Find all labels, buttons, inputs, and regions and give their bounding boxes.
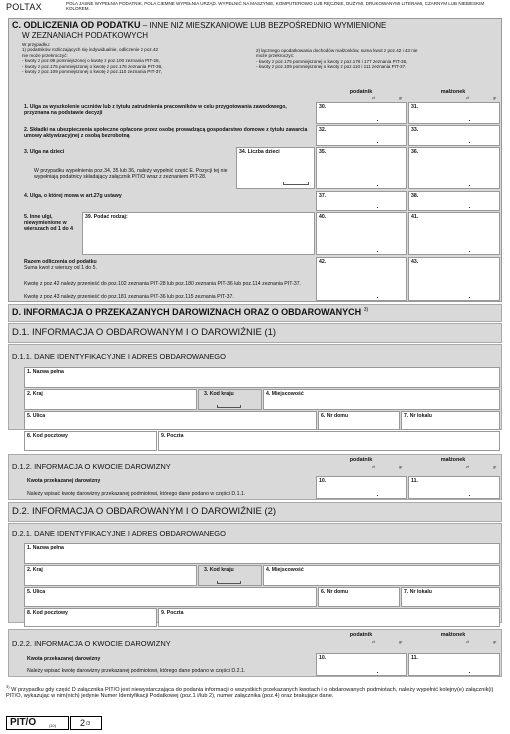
d2-ulica[interactable]: 5. Ulica [24, 587, 317, 607]
footnote [6, 684, 504, 700]
d1-kod-kraju[interactable]: 3. Kod kraju [198, 389, 262, 410]
section-c-letter: C. [12, 20, 21, 30]
d2-field-11[interactable]: 11. [408, 653, 500, 676]
d2-kwota-label: Kwota przekazanej darowizny [27, 656, 101, 662]
d2-title: D.2. INFORMACJA O OBDAROWANYM I O DAROWIŹNIE (2) [12, 506, 277, 517]
footnote-text: W przypadku gdy część D załącznika PIT/O jest niewystarczająca do podania informacji o wszystkich przekazanych kwotach i o obdarowanych podmiotach, należy wypełnić kolejny(e) załącznik(i) PIT/O, wykazując w nim(nich) jedynie Numer Identyfikacji Podatkowej (poz.1 i/lub 2), numer załącznika (poz.4) oraz brakujące dane. [6, 686, 494, 700]
field-43[interactable]: 43. [408, 257, 500, 301]
d1-nazwa-pelna[interactable]: 1. Nazwa pełna [24, 367, 500, 388]
d2-miejscowosc[interactable]: 4. Miejscowość [263, 565, 500, 586]
poltax-logo: POLTAX [6, 2, 42, 12]
d1-miejscowosc[interactable]: 4. Miejscowość [263, 389, 500, 410]
d1-nr-lokalu[interactable]: 7. Nr lokalu [401, 411, 500, 430]
unit-zl: zł [466, 96, 469, 100]
unit-gr: gr [399, 96, 403, 100]
d1-field-11[interactable]: 11. [408, 476, 500, 499]
sum-note1: Kwotę z poz.42 należy przenieść do poz.102 zeznania PIT-28 lub poz.180 zeznania PIT-36 lub poz.114 zeznania PIT-37. [24, 281, 302, 287]
d1-field-10[interactable]: 10. [316, 476, 407, 499]
sum-title: Razem odliczenia od podatku [24, 259, 97, 265]
field-32[interactable]: 32. [316, 125, 407, 146]
d2-kraj[interactable]: 2. Kraj [24, 565, 197, 586]
d1-kraj[interactable]: 2. Kraj [24, 389, 197, 410]
field-35[interactable]: 35. [316, 147, 407, 189]
row3-label: 3. Ulga na dzieci [24, 149, 65, 155]
fill-instructions: POLA JASNE WYPEŁNIA PODATNIK, POLA CIEMNE WYPEŁNIA URZĄD. WYPEŁNIĆ NA MASZYNIE, KOMPUTEROWO LUB RĘCZNIE, DUŻYMI, DRUKOWANYMI LITERAMI, CZARNYM LUB NIEBIESKIM KOLOREM. [66, 1, 485, 12]
field-31[interactable]: 31. [408, 102, 500, 124]
field-34-liczba-dzieci[interactable]: 34. Liczba dzieci [236, 147, 315, 189]
field-38[interactable]: 38. [408, 191, 500, 211]
form-version: (10) [49, 723, 57, 728]
d2-kod-pocztowy[interactable]: 8. Kod pocztowy [24, 608, 157, 627]
section-c-title-main: ODLICZENIA OD PODATKU [23, 20, 141, 30]
footnote-mark: 3) [6, 684, 10, 689]
field-40[interactable]: 40. [316, 212, 407, 255]
page-of: /3 [86, 721, 91, 727]
section-d-title: D. INFORMACJA O PRZEKAZANYCH DAROWIZNACH ORAZ O OBDAROWANYCH $^{3)}$ [12, 307, 369, 317]
unit-gr: gr [493, 96, 497, 100]
section-c-intro-right: 2) łącznego opodatkowania dochodów małżonków, suma kwot z poz.42 i 43 nie może przekroczyć: - kwoty z poz.175 pomniejszonej o kwoty z poz.176 i 177 zeznania PIT-36, - kwoty z poz.109 pomniejszonej o kwoty z poz.110 i 111 zeznania PIT-37. [256, 48, 418, 70]
d11-title: D.1.1. DANE IDENTYFIKACYJNE I ADRES OBDAROWANEGO [12, 352, 226, 361]
d12-title: D.1.2. INFORMACJA O KWOCIE DAROWIZNY [12, 462, 171, 471]
row1-label: 1. Ulga za wyszkolenie uczniów lub z tytułu zatrudnienia pracowników w celu przygotowania zawodowego, przyznana na podstawie decyzji [24, 104, 287, 116]
d2-nr-lokalu[interactable]: 7. Nr lokalu [401, 587, 500, 607]
d2-field-10[interactable]: 10. [316, 653, 407, 676]
col-podatnik: podatnik [349, 89, 373, 95]
sum-sub: Suma kwot z wierszy od 1 do 5. [24, 265, 97, 271]
unit-zl: zł [372, 96, 375, 100]
section-c-title-line2: W ZEZNANIACH PODATKOWYCH [22, 31, 149, 40]
d1-kwota-label: Kwota przekazanej darowizny [27, 478, 101, 484]
row2-label: 2. Składki na ubezpieczenia społeczne opłacone przez osobę prowadzącą gospodarstwo domowe z tytułu zawarcia umowy aktywizacyjnej z osobą bezrobotną [24, 127, 308, 139]
d22-title: D.2.2. INFORMACJA O KWOCIE DAROWIZNY [12, 639, 171, 648]
col-malzonek: małżonek [440, 89, 466, 95]
section-c-title-rest: – INNE NIŻ MIESZKANIOWE LUB BEZPOŚREDNIO WYMIENIONE [140, 21, 387, 30]
row5-label: 5. Inne ulgi, niewymienione w wierszach od 1 do 4 [24, 214, 74, 232]
d1-kwota-note: Należy wpisać kwotę darowizny przekazanej podmiotowi, którego dane podano w części D.1.1. [27, 491, 246, 497]
field-30[interactable]: 30. [316, 102, 407, 124]
page-number-box [70, 716, 102, 730]
field-36[interactable]: 36. [408, 147, 500, 189]
d1-poczta[interactable]: 9. Poczta [158, 431, 500, 451]
form-id-box [6, 716, 69, 730]
section-c-title [12, 20, 386, 31]
d2-nazwa-pelna[interactable]: 1. Nazwa pełna [24, 543, 500, 564]
field-42[interactable]: 42. [316, 257, 407, 301]
sum-note2: Kwotę z poz.43 należy przenieść do poz.181 zeznania PIT-36 lub poz.115 zeznania PIT-37. [24, 294, 234, 300]
section-c-intro-left: W przypadku: 1) podatników rozliczających się indywidualnie, odliczenie z poz.42 nie może przekroczyć: - kwoty z poz.99 pomniejszonej o kwotę z poz.100 zeznania PIT-28, - kwoty z poz.175 pomniejszonej o kwotę z poz.176 zeznania PIT-36, - kwoty z poz.109 pomniejszonej o kwotę z poz.110 zeznania PIT-37, [22, 42, 163, 75]
d2-kwota-note: Należy wpisać kwotę darowizny przekazanej podmiotowi, którego dane podano w części D.2.1. [27, 668, 246, 674]
d2-kod-kraju[interactable]: 3. Kod kraju [198, 565, 262, 586]
field-41[interactable]: 41. [408, 212, 500, 255]
row4-label: 4. Ulga, o której mowa w art.27g ustawy [24, 193, 122, 199]
field-39-rodzaj[interactable]: 39. Podać rodzaj: [82, 212, 315, 255]
field-33[interactable]: 33. [408, 125, 500, 146]
d1-nr-domu[interactable]: 6. Nr domu [318, 411, 400, 430]
form-name: PIT/O [10, 717, 37, 728]
d1-kod-pocztowy[interactable]: 8. Kod pocztowy [24, 431, 157, 451]
d2-poczta[interactable]: 9. Poczta [158, 608, 500, 627]
d1-title: D.1. INFORMACJA O OBDAROWANYM I O DAROWIŹNIE (1) [12, 327, 277, 338]
d21-title: D.2.1. DANE IDENTYFIKACYJNE I ADRES OBDAROWANEGO [12, 529, 226, 538]
d1-ulica[interactable]: 5. Ulica [24, 411, 317, 430]
page-number: 2 [80, 718, 86, 728]
d2-nr-domu[interactable]: 6. Nr domu [318, 587, 400, 607]
field-37[interactable]: 37. [316, 191, 407, 211]
row3-note: W przypadku wypełnienia poz.34, 35 lub 36, należy wypełnić część E. Pozycji tej nie wypełniają podatnicy składający załącznik PIT/O wraz z zeznaniem PIT-28. [34, 168, 228, 180]
